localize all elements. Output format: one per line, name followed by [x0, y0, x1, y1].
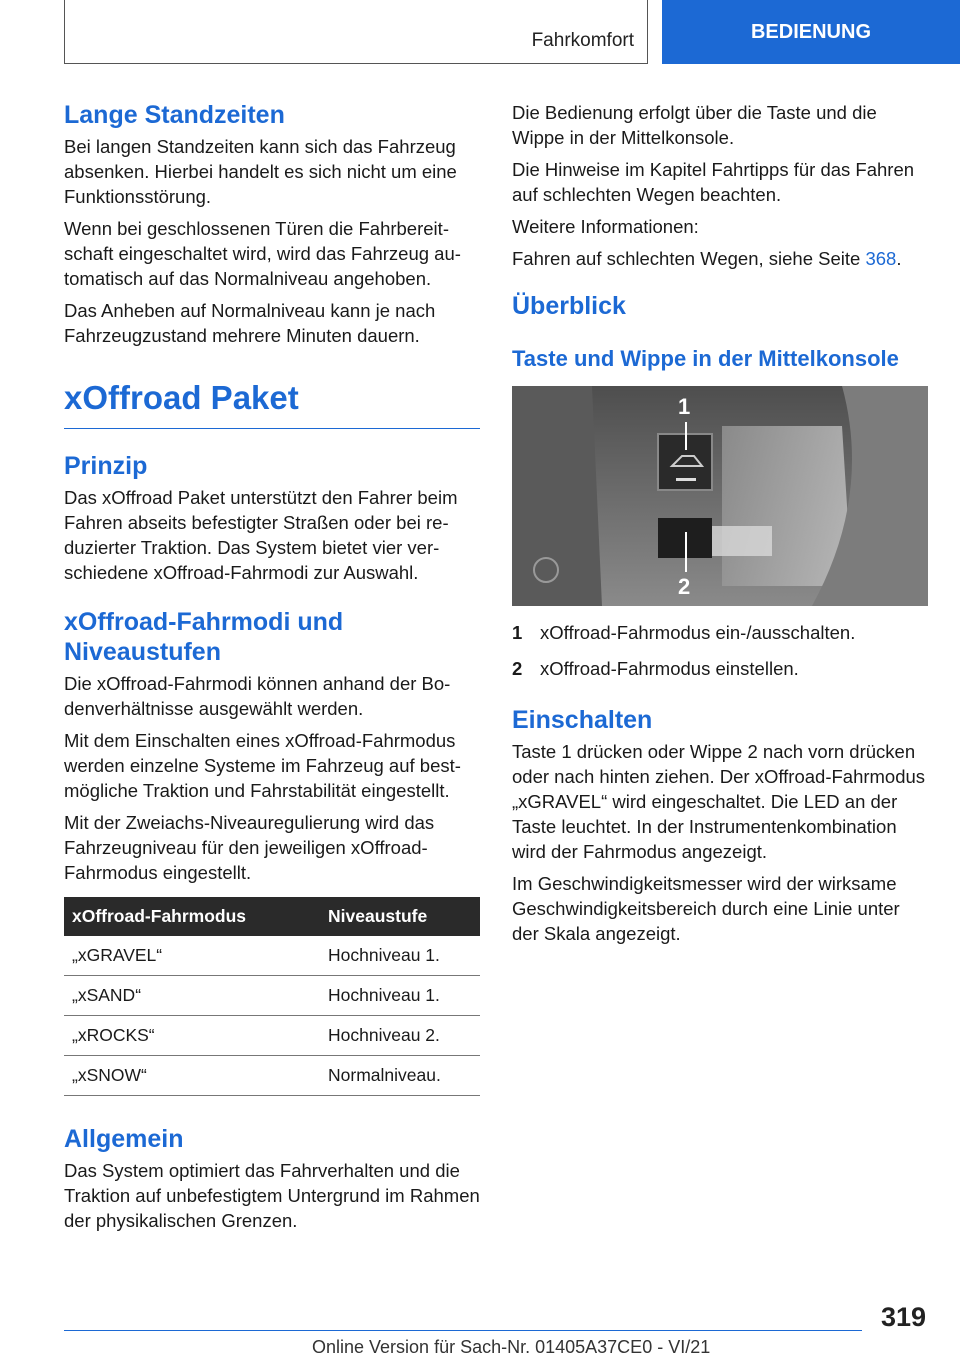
cross-reference-end: . [896, 248, 902, 269]
legend-item [512, 656, 928, 681]
paragraph: Das xOffroad Paket unterstützt den Fahrer beim Fahren abseits befestigter Straßen oder bei reduzierter Traktion. Das System bietet vier verschiedene xOffroad-Fahrmodi zur Auswahl. [64, 487, 458, 583]
page-number: 319 [880, 1302, 926, 1332]
table-cell: „xSAND“ [64, 976, 320, 1016]
heading-einschalten: Einschalten [512, 706, 653, 734]
paragraph: Taste 1 drücken oder Wippe 2 nach vorn drücken oder nach hinten ziehen. Der xOffroad-Fahrmodus „xGRAVEL“ wird eingeschaltet. Die LED an der Taste leuchtet. In der Instrumentenkombination wird der Fahrmodus angezeigt. [512, 741, 926, 862]
heading-fahrmodi-niveaustufen: xOffroad-Fahrmodi und Niveaustufen [64, 608, 344, 666]
cross-reference-text: Fahren auf schlechten Wegen, siehe Seite [512, 248, 866, 269]
page-link-368[interactable]: 368 [865, 248, 897, 269]
table-cell: Normalniveau. [320, 1056, 480, 1096]
table-row [64, 1016, 480, 1056]
table-cell: Hochniveau 1. [320, 976, 480, 1016]
header-section-title: Fahrkomfort [531, 30, 634, 51]
heading-prinzip: Prinzip [64, 452, 148, 480]
figure-label-1: 1 [678, 394, 691, 419]
fahrmodi-table [64, 897, 480, 1096]
table-cell: Hochniveau 2. [320, 1016, 480, 1056]
paragraph: Mit der Zweiachs-Niveauregulierung wird das Fahrzeugniveau für den jeweiligen xOffroad-Fahrmodus eingestellt. [64, 812, 435, 883]
figure-label-2: 2 [678, 574, 691, 599]
paragraph: Bei langen Standzeiten kann sich das Fahrzeug absenken. Hierbei handelt es sich nicht um eine Funktionsstörung. [64, 136, 457, 207]
paragraph: Das System optimiert das Fahrverhalten und die Traktion auf unbefestigtem Untergrund im Rahmen der physikalischen Grenzen. [64, 1160, 480, 1231]
main-heading-block [64, 378, 480, 429]
right-column [512, 100, 928, 953]
paragraph: Die xOffroad-Fahrmodi können anhand der Bodenverhältnisse ausgewählt werden. [64, 673, 451, 719]
table-header-cell: xOffroad-Fahrmodus [64, 897, 320, 936]
heading-allgemein: Allgemein [64, 1125, 184, 1153]
paragraph: Mit dem Einschalten eines xOffroad-Fahrmodus werden einzelne Systeme im Fahrzeug auf bestmögliche Traktion und Fahrstabilität eingestellt. [64, 730, 461, 801]
footer-divider [64, 1330, 862, 1331]
paragraph: Im Geschwindigkeitsmesser wird der wirksame Geschwindigkeitsbereich durch eine Linie unter der Skala angezeigt. [512, 873, 900, 944]
legend-number: 1 [512, 622, 523, 643]
table-header-row [64, 897, 480, 936]
paragraph: Die Bedienung erfolgt über die Taste und die Wippe in der Mittelkonsole. [512, 102, 877, 148]
heading-ueberblick: Überblick [512, 292, 626, 320]
table-row [64, 936, 480, 976]
table-cell: Hochniveau 1. [320, 936, 480, 976]
header-chapter-label: BEDIENUNG [750, 20, 871, 43]
header-chapter-tab [662, 0, 960, 64]
console-figure [512, 386, 928, 606]
paragraph: Weitere Informationen: [512, 216, 699, 237]
legend-text: xOffroad-Fahrmodus einstellen. [540, 658, 799, 679]
paragraph-cross-reference [512, 246, 928, 271]
left-column [64, 100, 480, 1240]
legend-number: 2 [512, 658, 523, 679]
footer-online-version: Online Version für Sach-Nr. 01405A37CE0 - VI/21 [312, 1337, 711, 1357]
paragraph: Das Anheben auf Normalniveau kann je nach Fahrzeugzustand mehrere Minuten dauern. [64, 300, 436, 346]
legend-text: xOffroad-Fahrmodus ein-/ausschalten. [540, 622, 856, 643]
heading-taste-wippe: Taste und Wippe in der Mittelkonsole [512, 346, 899, 371]
table-cell: „xROCKS“ [64, 1016, 320, 1056]
heading-xoffroad-paket: xOffroad Paket [64, 379, 299, 416]
paragraph: Die Hinweise im Kapitel Fahrtipps für das Fahren auf schlechten Wegen beachten. [512, 159, 915, 205]
table-row [64, 976, 480, 1016]
legend-item [512, 620, 928, 645]
table-header-cell: Niveaustufe [320, 897, 480, 936]
table-row [64, 1056, 480, 1096]
table-cell: „xGRAVEL“ [64, 936, 320, 976]
paragraph: Wenn bei geschlossenen Türen die Fahrbereitschaft eingeschaltet wird, wird das Fahrzeug automatisch auf das Normalniveau angehoben. [64, 218, 461, 289]
table-cell: „xSNOW“ [64, 1056, 320, 1096]
heading-lange-standzeiten: Lange Standzeiten [64, 101, 285, 129]
console-illustration [512, 386, 928, 606]
